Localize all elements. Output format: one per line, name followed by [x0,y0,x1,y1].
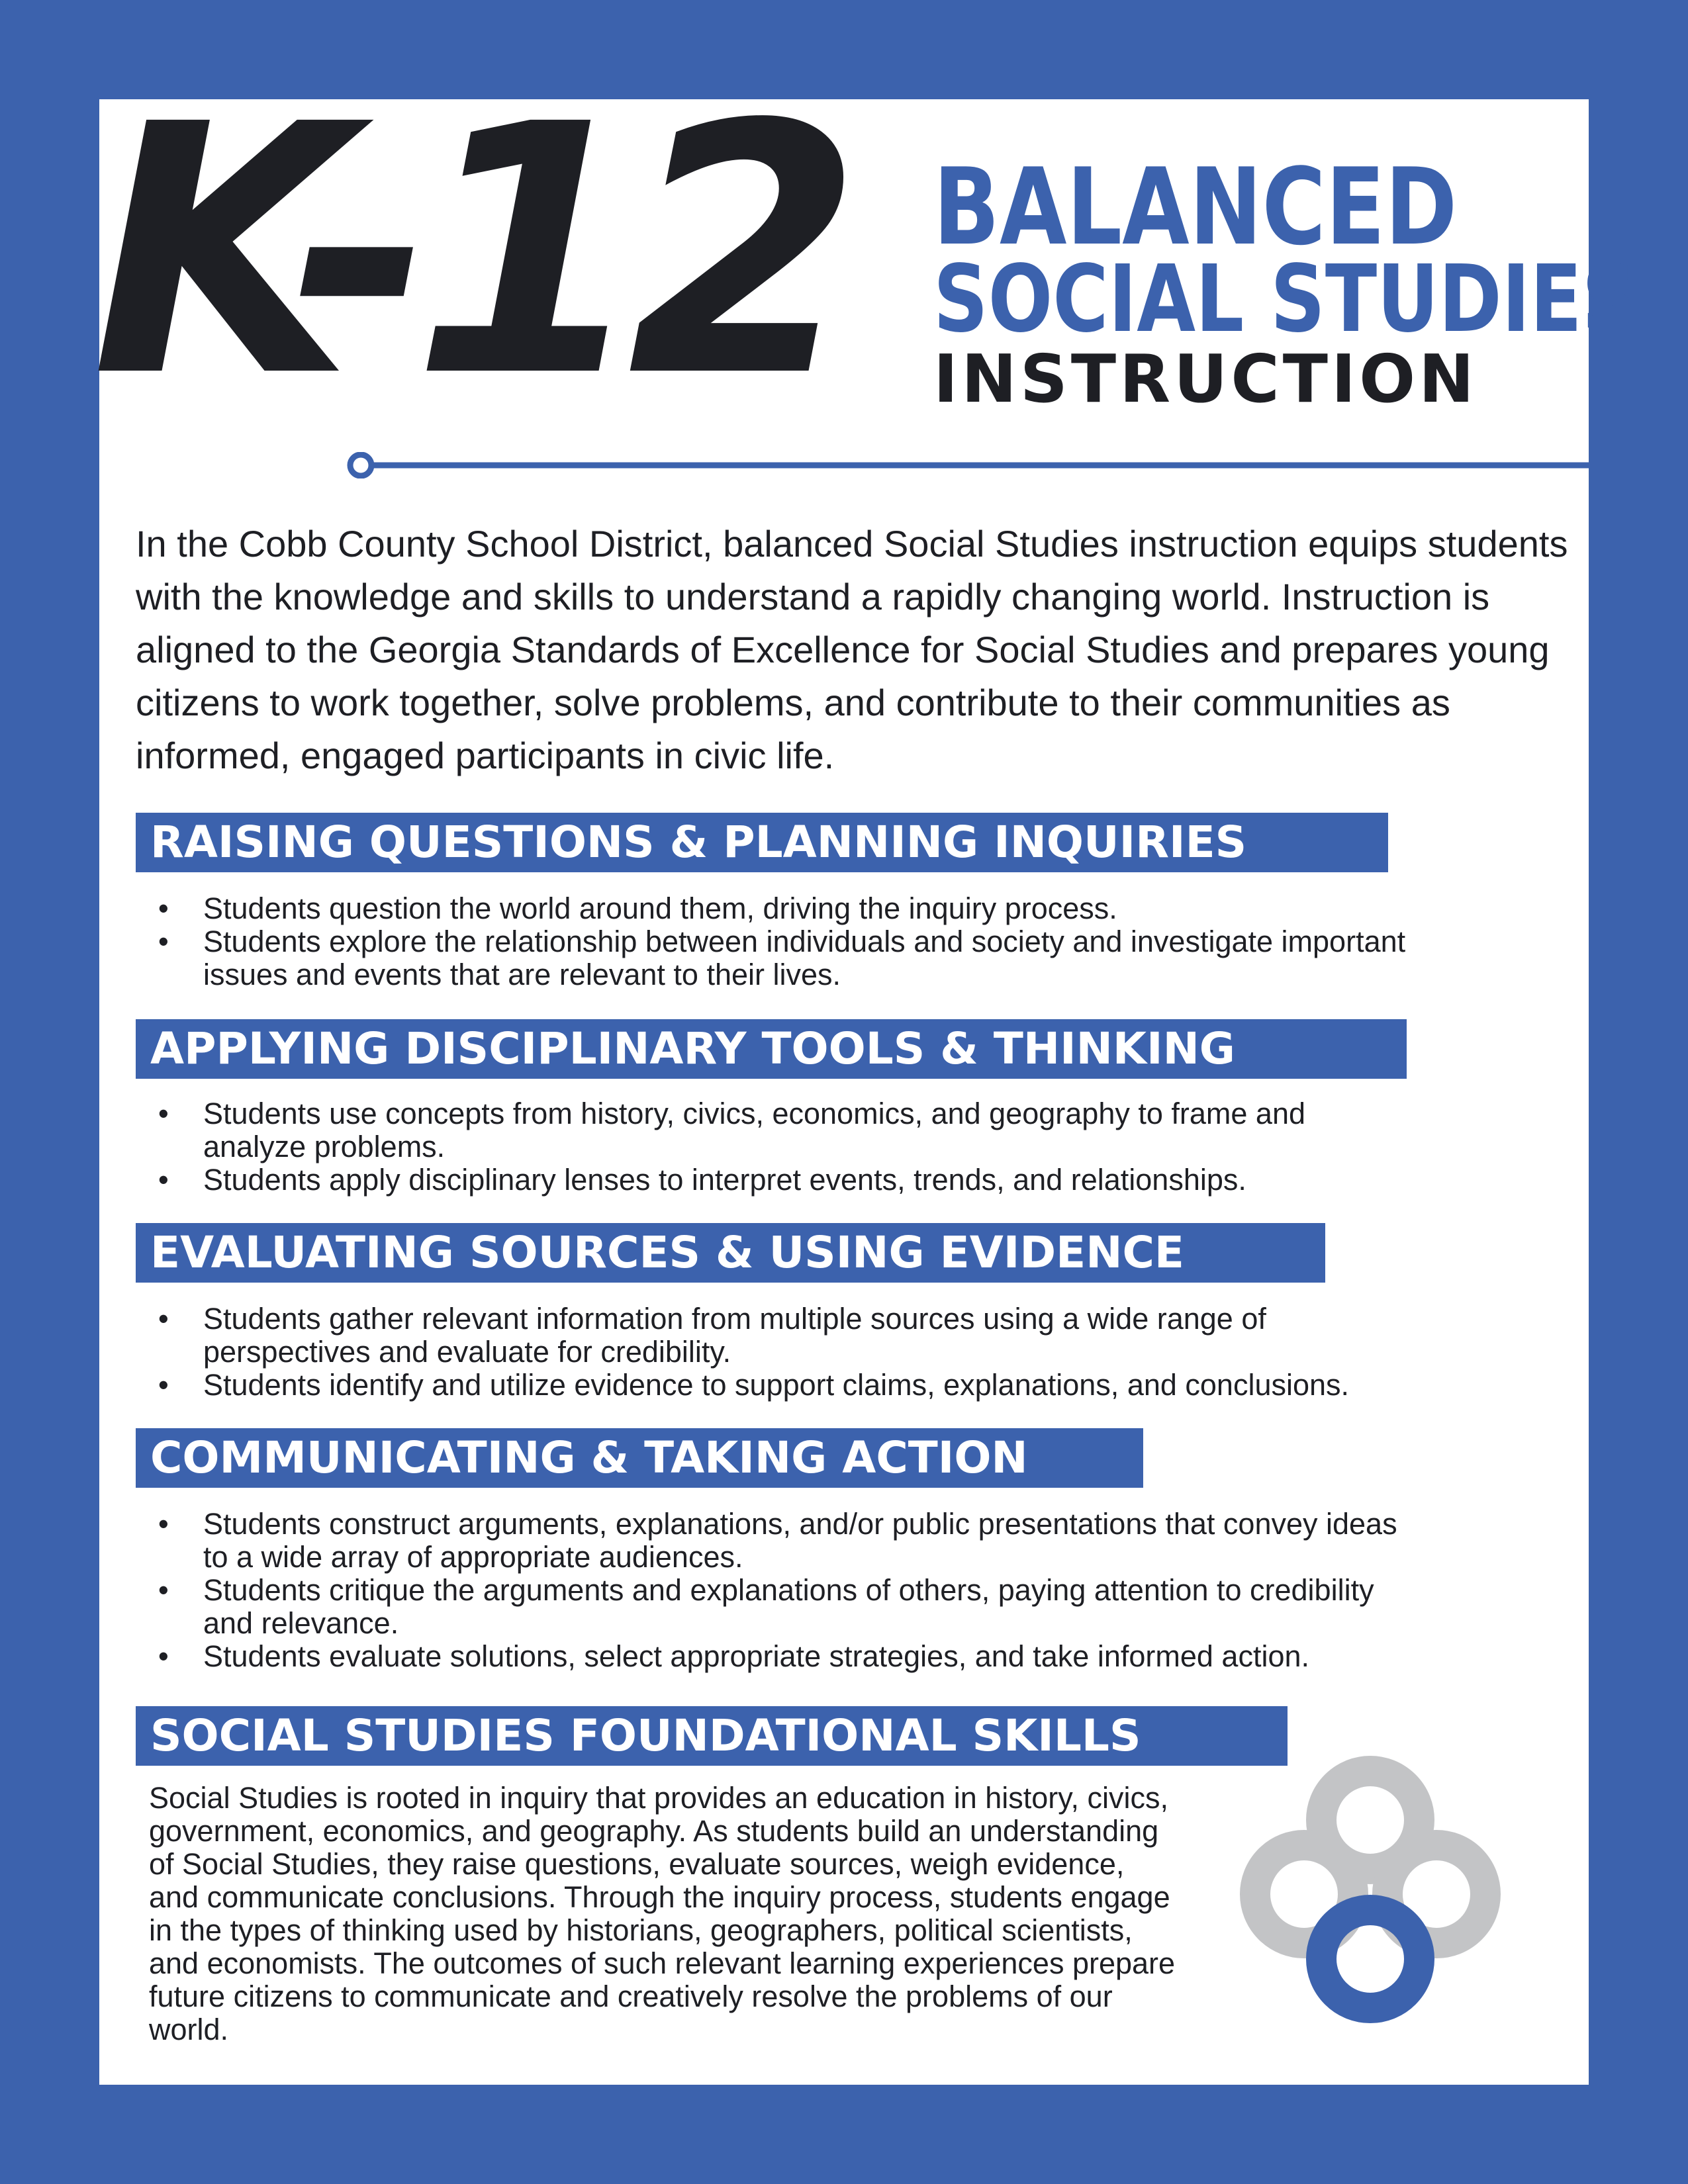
interlocking-rings-logo-icon [1238,1741,1503,2025]
grade-range-title: K-12 [91,51,843,452]
list-item: • Students critique the arguments and explanations of others, paying attention to credibility and relevance. [158,1573,1374,1640]
bullet-icon: • [158,1097,169,1130]
foundational-skills-paragraph: Social Studies is rooted in inquiry that provides an education in history, civics, government, economics, and geography. As students build an understanding of Social Studies, they raise questions, evaluate sources, weigh evidence, and communicate conclusions. Through the inquiry process, students engage in the types of thinking used by historians, geographers, political scientists, and economists. The outcomes of such relevant learning experiences prepare future citizens to communicate and creatively resolve the problems of our world. [149,1781,1176,2046]
list-item: • Students apply disciplinary lenses to interpret events, trends, and relationships. [158,1163,1246,1197]
title-balanced: BALANCED [933,145,1458,269]
intro-paragraph: In the Cobb County School District, balanced Social Studies instruction equips students with the knowledge and skills to understand a rapidly changing world. Instruction is aligned to the Georgia Standards of Excellence for Social Studies and prepares young citizens to work together, solve problems, and contribute to their communities as informed, engaged participants in civic life. [136,523,1568,776]
section-heading-communicating: COMMUNICATING & TAKING ACTION [136,1428,1143,1488]
bullet-icon: • [158,1163,169,1197]
bullet-icon: • [158,1507,169,1541]
bullet-icon: • [158,1639,169,1673]
list-item: • Students identify and utilize evidence to support claims, explanations, and conclusions. [158,1368,1350,1402]
title-social-studies: SOCIAL STUDIES [933,246,1637,353]
bullet-icon: • [158,1368,169,1402]
title-instruction: INSTRUCTION [933,340,1477,418]
bullet-icon: • [158,1573,169,1607]
bullet-icon: • [158,1302,169,1336]
list-item: • Students evaluate solutions, select appropriate strategies, and take informed action. [158,1639,1309,1673]
list-item: • Students explore the relationship between individuals and society and investigate important issues and events that are relevant to their lives. [158,925,1406,991]
section-heading-applying-tools: APPLYING DISCIPLINARY TOOLS & THINKING [136,1019,1407,1079]
list-item: • Students construct arguments, explanations, and/or public presentations that convey ideas to a wide array of appropriate audiences. [158,1507,1397,1574]
bullet-list-raising-questions [156,892,1413,991]
list-item: • Students use concepts from history, civics, economics, and geography to frame and analyze problems. [158,1097,1305,1163]
bullet-list-evaluating-sources [156,1302,1413,1402]
timeline-divider-icon [344,452,1589,478]
bullet-icon: • [158,891,169,925]
bullet-icon: • [158,925,169,958]
list-item: • Students question the world around them, driving the inquiry process. [158,891,1117,925]
section-heading-evaluating-sources: EVALUATING SOURCES & USING EVIDENCE [136,1223,1325,1283]
bullet-list-applying-tools [156,1097,1413,1197]
section-heading-raising-questions: RAISING QUESTIONS & PLANNING INQUIRIES [136,813,1388,872]
section-heading-foundational-skills: SOCIAL STUDIES FOUNDATIONAL SKILLS [136,1706,1288,1766]
bullet-list-communicating [156,1508,1413,1673]
list-item: • Students gather relevant information from multiple sources using a wide range of perspectives and evaluate for credibility. [158,1302,1266,1369]
